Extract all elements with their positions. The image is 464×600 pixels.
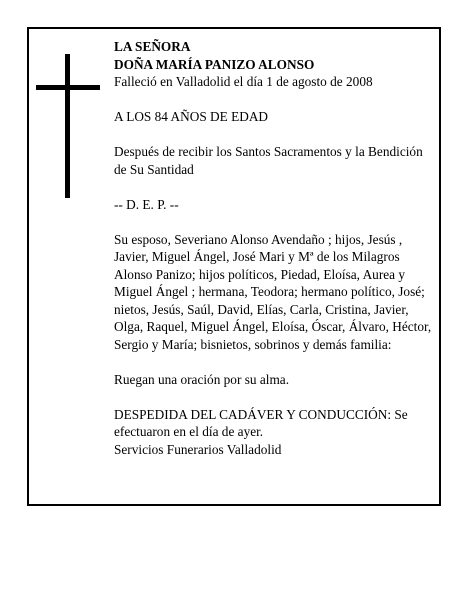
cross-horizontal-bar [36, 85, 100, 90]
death-info: Falleció en Valladolid el día 1 de agosto de 2008 [114, 74, 373, 89]
rip-line: -- D. E. P. -- [114, 196, 179, 212]
age-line: A LOS 84 AÑOS DE EDAD [114, 109, 269, 124]
funeral-info: DESPEDIDA DEL CADÁVER Y CONDUCCIÓN: Se efectuaron en el día de ayer. [114, 406, 408, 439]
deceased-name: DOÑA MARÍA PANIZO ALONSO [114, 56, 315, 72]
title-line-1: LA SEÑORA [114, 39, 191, 54]
cross-vertical-bar [65, 54, 70, 198]
funeral-home: Servicios Funerarios Valladolid [114, 441, 282, 457]
prayer-request: Ruegan una oración por su alma. [114, 371, 290, 387]
obituary-content [114, 38, 434, 458]
cross-icon [36, 54, 100, 198]
sacraments-text: Después de recibir los Santos Sacramentos y la Bendición de Su Santidad [114, 144, 423, 177]
family-text: Su esposo, Severiano Alonso Avendaño ; hijos, Jesús , Javier, Miguel Ángel, José Mari y Mª de los Milagros Alonso Panizo; hijos políticos, Piedad, Eloísa, Aurea y Miguel Ángel ; hermana, Teodora; hermano político, José; nietos, Jesús, Saúl, David, Elías, Carla, Cristina, Javier, Olga, Raquel, Miguel Ángel, Eloísa, Óscar, Álvaro, Héctor, Sergio y María; bisnietos, sobrinos y demás familia: [114, 231, 432, 352]
